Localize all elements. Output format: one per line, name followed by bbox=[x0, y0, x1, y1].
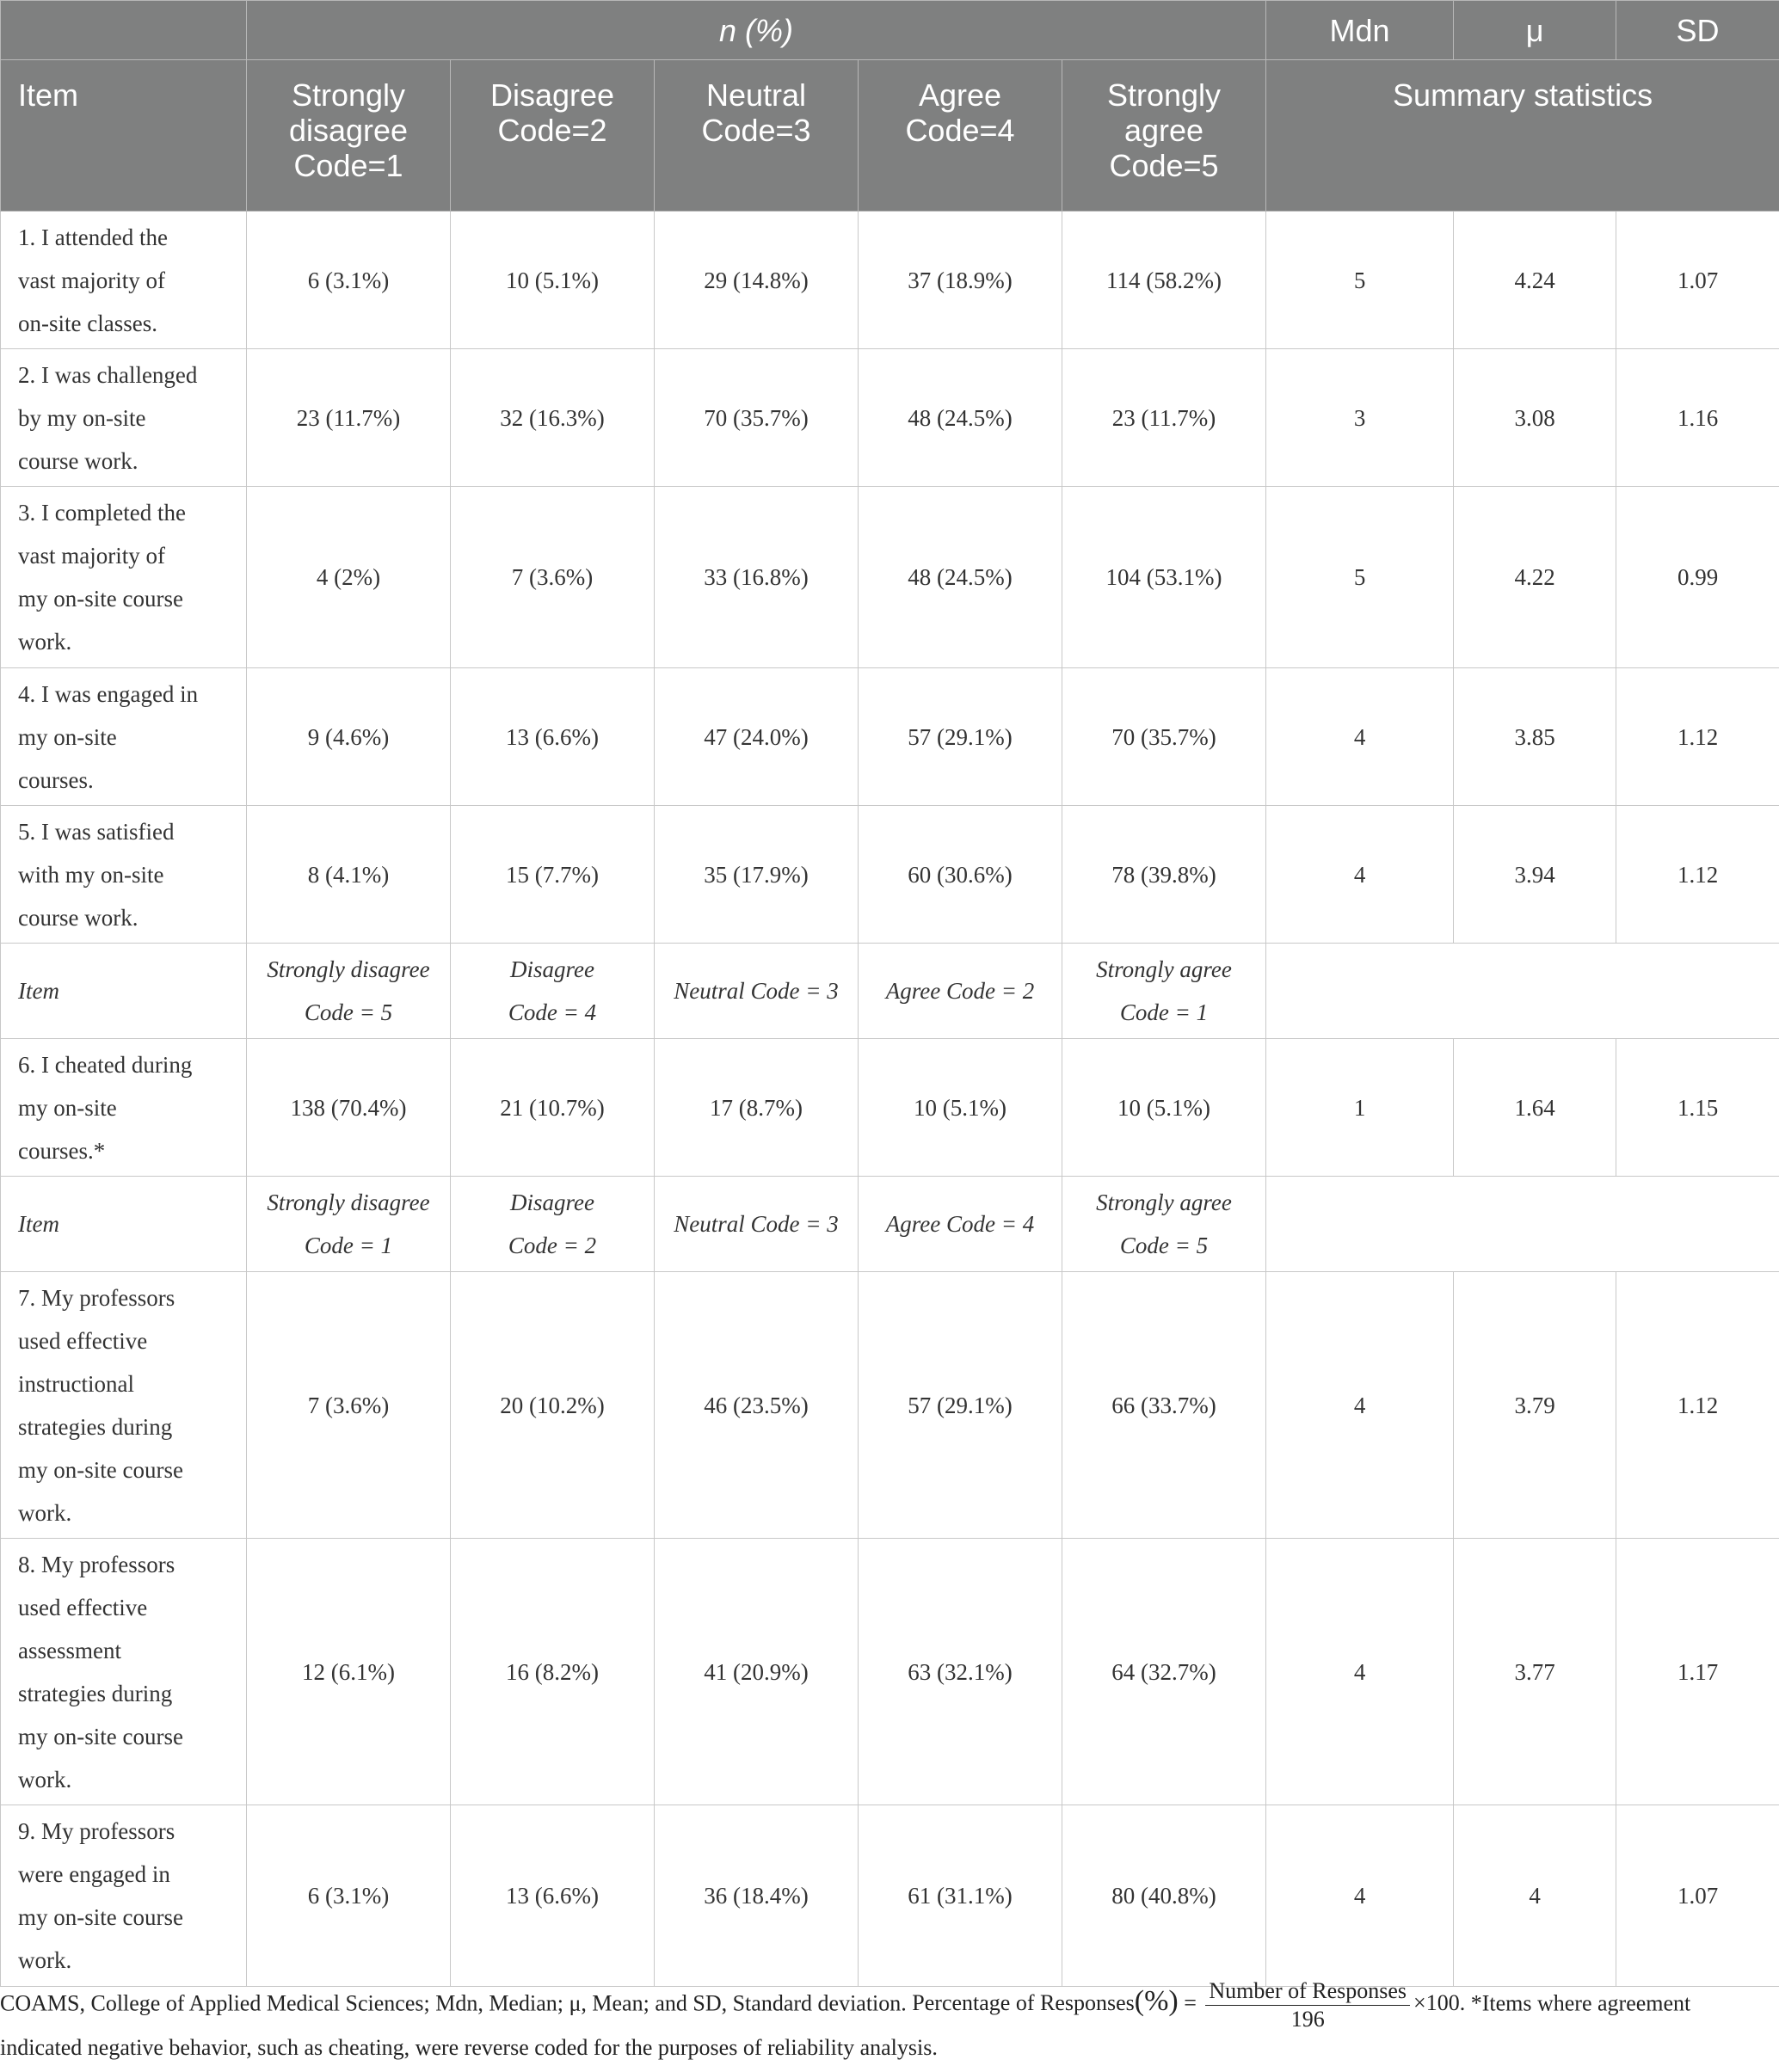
header-col-5-line-2: agree bbox=[1123, 113, 1204, 148]
item-text-line: course work. bbox=[18, 904, 139, 931]
header-mean: μ bbox=[1454, 1, 1616, 60]
response-count-cell: 10 (5.1%) bbox=[1062, 1039, 1266, 1177]
item-cell bbox=[1, 1805, 247, 1987]
item-cell bbox=[1, 212, 247, 349]
formula-multiplier: ×100. bbox=[1413, 1990, 1466, 2016]
response-count-cell: 35 (17.9%) bbox=[655, 806, 859, 944]
header-row-bottom bbox=[1, 60, 1779, 212]
header-col-4-line-1: Agree bbox=[918, 77, 1002, 113]
item-text-line: vast majority of bbox=[18, 543, 165, 569]
subheader-code-cell bbox=[451, 1177, 655, 1272]
subheader-code-line: Neutral Code = 3 bbox=[674, 978, 839, 1004]
header-col-3 bbox=[655, 60, 859, 212]
response-count-cell: 104 (53.1%) bbox=[1062, 487, 1266, 668]
item-text-line: 3. I completed the bbox=[18, 500, 186, 526]
header-sd: SD bbox=[1616, 1, 1779, 60]
mean-cell: 3.94 bbox=[1454, 806, 1616, 944]
response-count-cell: 13 (6.6%) bbox=[451, 668, 655, 806]
sd-cell: 1.07 bbox=[1616, 1805, 1779, 1987]
header-median: Mdn bbox=[1266, 1, 1454, 60]
item-cell bbox=[1, 806, 247, 944]
subheader-code-cell bbox=[655, 1177, 859, 1272]
mean-cell: 3.08 bbox=[1454, 349, 1616, 487]
item-text-line: my on-site course bbox=[18, 586, 183, 612]
response-count-cell: 6 (3.1%) bbox=[247, 212, 451, 349]
subheader-blank-cell bbox=[1266, 1177, 1779, 1272]
item-text-line: 2. I was challenged bbox=[18, 361, 198, 388]
sd-cell: 0.99 bbox=[1616, 487, 1779, 668]
response-count-cell: 21 (10.7%) bbox=[451, 1039, 655, 1177]
item-text-line: work. bbox=[18, 629, 72, 655]
mean-cell: 3.85 bbox=[1454, 668, 1616, 806]
formula-equals: = bbox=[1184, 1990, 1197, 2016]
response-count-cell: 7 (3.6%) bbox=[451, 487, 655, 668]
response-count-cell: 114 (58.2%) bbox=[1062, 212, 1266, 349]
response-count-cell: 36 (18.4%) bbox=[655, 1805, 859, 1987]
item-text-line: my on-site course bbox=[18, 1904, 183, 1930]
response-count-cell: 57 (29.1%) bbox=[859, 1272, 1062, 1539]
item-text-line: by my on-site bbox=[18, 404, 146, 431]
table-row bbox=[1, 349, 1779, 487]
item-text-line: with my on-site bbox=[18, 861, 164, 888]
subheader-code-line: Agree Code = 4 bbox=[885, 1211, 1035, 1237]
item-text-line: instructional bbox=[18, 1370, 134, 1397]
header-col-1-line-2: disagree bbox=[288, 113, 409, 148]
header-col-2 bbox=[451, 60, 655, 212]
response-count-cell: 9 (4.6%) bbox=[247, 668, 451, 806]
subheader-code-line: Code = 1 bbox=[1119, 999, 1209, 1025]
response-count-cell: 17 (8.7%) bbox=[655, 1039, 859, 1177]
subheader-code-cell bbox=[859, 1177, 1062, 1272]
formula-numerator: Number of Responses bbox=[1205, 1977, 1410, 2006]
header-col-2-line-2: Code=2 bbox=[497, 113, 607, 148]
response-count-cell: 8 (4.1%) bbox=[247, 806, 451, 944]
header-col-1-line-1: Strongly bbox=[291, 77, 406, 113]
item-text-line: strategies during bbox=[18, 1680, 173, 1706]
response-count-cell: 66 (33.7%) bbox=[1062, 1272, 1266, 1539]
response-count-cell: 23 (11.7%) bbox=[247, 349, 451, 487]
median-cell: 1 bbox=[1266, 1039, 1454, 1177]
subheader-code-line: Code = 5 bbox=[1119, 1233, 1209, 1258]
subheader-code-cell bbox=[247, 1177, 451, 1272]
footnote-abbreviations: COAMS, College of Applied Medical Sciences; Mdn, Median; μ, Mean; and SD, Standard deviation. bbox=[0, 1990, 907, 2016]
median-cell: 4 bbox=[1266, 668, 1454, 806]
response-count-cell: 63 (32.1%) bbox=[859, 1539, 1062, 1805]
header-col-4 bbox=[859, 60, 1062, 212]
item-text-line: my on-site bbox=[18, 1094, 117, 1121]
response-count-cell: 33 (16.8%) bbox=[655, 487, 859, 668]
footnote-reverse-coding: *Items where agreement indicated negative behavior, such as cheating, were reverse coded for the purposes of reliability analysis. bbox=[0, 1990, 1691, 2060]
formula-unit: (%) bbox=[1134, 1985, 1179, 2018]
response-count-cell: 12 (6.1%) bbox=[247, 1539, 451, 1805]
table-row bbox=[1, 1805, 1779, 1987]
sd-cell: 1.07 bbox=[1616, 212, 1779, 349]
median-cell: 5 bbox=[1266, 487, 1454, 668]
item-text-line: were engaged in bbox=[18, 1861, 170, 1887]
subheader-code-cell bbox=[859, 944, 1062, 1039]
item-cell bbox=[1, 1039, 247, 1177]
response-count-cell: 138 (70.4%) bbox=[247, 1039, 451, 1177]
header-col-5-line-1: Strongly bbox=[1106, 77, 1222, 113]
item-text-line: used effective bbox=[18, 1594, 148, 1620]
sd-cell: 1.12 bbox=[1616, 806, 1779, 944]
item-cell bbox=[1, 1177, 247, 1272]
table-row bbox=[1, 1039, 1779, 1177]
response-count-cell: 13 (6.6%) bbox=[451, 1805, 655, 1987]
sd-cell: 1.16 bbox=[1616, 349, 1779, 487]
item-text-line: courses. bbox=[18, 766, 94, 793]
item-text-line: work. bbox=[18, 1766, 72, 1792]
table-body bbox=[1, 212, 1779, 1987]
response-count-cell: 37 (18.9%) bbox=[859, 212, 1062, 349]
subheader-code-line: Code = 1 bbox=[304, 1233, 393, 1258]
median-cell: 4 bbox=[1266, 806, 1454, 944]
response-count-cell: 48 (24.5%) bbox=[859, 487, 1062, 668]
item-cell bbox=[1, 1539, 247, 1805]
response-count-cell: 78 (39.8%) bbox=[1062, 806, 1266, 944]
subheader-code-line: Strongly agree bbox=[1096, 1190, 1232, 1215]
subheader-code-line: Disagree bbox=[510, 956, 594, 982]
item-cell bbox=[1, 487, 247, 668]
item-text-line: 1. I attended the bbox=[18, 224, 168, 250]
item-text-line: my on-site course bbox=[18, 1723, 183, 1749]
response-count-cell: 70 (35.7%) bbox=[1062, 668, 1266, 806]
item-text-line: used effective bbox=[18, 1327, 148, 1354]
subheader-blank-cell bbox=[1266, 944, 1779, 1039]
item-text-line: Item bbox=[18, 1211, 59, 1237]
subheader-code-line: Strongly disagree bbox=[267, 956, 430, 982]
formula-fraction bbox=[1205, 1977, 1410, 2033]
item-text-line: Item bbox=[18, 978, 59, 1004]
item-text-line: work. bbox=[18, 1499, 72, 1526]
header-col-3-line-1: Neutral bbox=[705, 77, 807, 113]
footnote-formula bbox=[912, 1978, 1470, 2032]
table-row bbox=[1, 668, 1779, 806]
table-row bbox=[1, 1272, 1779, 1539]
item-text-line: 9. My professors bbox=[18, 1818, 175, 1844]
item-text-line: 7. My professors bbox=[18, 1284, 175, 1311]
mean-cell: 3.79 bbox=[1454, 1272, 1616, 1539]
sd-cell: 1.12 bbox=[1616, 1272, 1779, 1539]
subheader-code-line: Neutral Code = 3 bbox=[674, 1211, 839, 1237]
response-count-cell: 41 (20.9%) bbox=[655, 1539, 859, 1805]
header-col-1 bbox=[247, 60, 451, 212]
sd-cell: 1.12 bbox=[1616, 668, 1779, 806]
item-text-line: 6. I cheated during bbox=[18, 1051, 193, 1078]
item-cell bbox=[1, 1272, 247, 1539]
formula-lhs: Percentage of Responses bbox=[912, 1990, 1135, 2016]
header-row-top bbox=[1, 1, 1779, 60]
response-count-cell: 16 (8.2%) bbox=[451, 1539, 655, 1805]
subheader-code-line: Disagree bbox=[510, 1190, 594, 1215]
sd-cell: 1.17 bbox=[1616, 1539, 1779, 1805]
subheader-code-line: Code = 2 bbox=[508, 1233, 597, 1258]
item-cell bbox=[1, 668, 247, 806]
response-count-cell: 6 (3.1%) bbox=[247, 1805, 451, 1987]
subheader-code-line: Code = 4 bbox=[508, 999, 597, 1025]
item-text-line: 4. I was engaged in bbox=[18, 680, 199, 707]
subheader-code-cell bbox=[1062, 1177, 1266, 1272]
header-summary-statistics: Summary statistics bbox=[1266, 60, 1779, 212]
response-count-cell: 80 (40.8%) bbox=[1062, 1805, 1266, 1987]
item-text-line: course work. bbox=[18, 447, 139, 474]
table-row bbox=[1, 212, 1779, 349]
table-row bbox=[1, 806, 1779, 944]
item-text-line: on-site classes. bbox=[18, 310, 157, 336]
mean-cell: 4.22 bbox=[1454, 487, 1616, 668]
response-count-cell: 48 (24.5%) bbox=[859, 349, 1062, 487]
header-col-3-line-2: Code=3 bbox=[701, 113, 811, 148]
median-cell: 4 bbox=[1266, 1539, 1454, 1805]
response-count-cell: 46 (23.5%) bbox=[655, 1272, 859, 1539]
response-count-cell: 4 (2%) bbox=[247, 487, 451, 668]
item-text-line: my on-site course bbox=[18, 1456, 183, 1483]
subheader-code-line: Strongly disagree bbox=[267, 1190, 430, 1215]
response-count-cell: 29 (14.8%) bbox=[655, 212, 859, 349]
median-cell: 3 bbox=[1266, 349, 1454, 487]
item-text-line: 5. I was satisfied bbox=[18, 818, 175, 845]
mean-cell: 3.77 bbox=[1454, 1539, 1616, 1805]
subheader-code-cell bbox=[247, 944, 451, 1039]
sd-cell: 1.15 bbox=[1616, 1039, 1779, 1177]
item-text-line: my on-site bbox=[18, 723, 117, 750]
subheader-row bbox=[1, 944, 1779, 1039]
header-blank bbox=[1, 1, 247, 60]
table-row bbox=[1, 1539, 1779, 1805]
subheader-code-line: Agree Code = 2 bbox=[885, 978, 1035, 1004]
item-cell bbox=[1, 349, 247, 487]
response-count-cell: 61 (31.1%) bbox=[859, 1805, 1062, 1987]
response-count-cell: 32 (16.3%) bbox=[451, 349, 655, 487]
response-count-cell: 20 (10.2%) bbox=[451, 1272, 655, 1539]
table-footnote bbox=[0, 1977, 1770, 2063]
subheader-code-cell bbox=[655, 944, 859, 1039]
header-col-2-line-1: Disagree bbox=[489, 77, 615, 113]
subheader-code-line: Code = 5 bbox=[304, 999, 393, 1025]
response-count-cell: 10 (5.1%) bbox=[859, 1039, 1062, 1177]
response-count-cell: 70 (35.7%) bbox=[655, 349, 859, 487]
header-col-1-line-3: Code=1 bbox=[293, 148, 403, 183]
response-count-cell: 23 (11.7%) bbox=[1062, 349, 1266, 487]
header-col-5 bbox=[1062, 60, 1266, 212]
header-item: Item bbox=[1, 60, 247, 212]
subheader-code-cell bbox=[1062, 944, 1266, 1039]
item-text-line: 8. My professors bbox=[18, 1551, 175, 1577]
subheader-code-cell bbox=[451, 944, 655, 1039]
subheader-row bbox=[1, 1177, 1779, 1272]
item-text-line: vast majority of bbox=[18, 267, 165, 293]
response-count-cell: 10 (5.1%) bbox=[451, 212, 655, 349]
response-count-cell: 7 (3.6%) bbox=[247, 1272, 451, 1539]
mean-cell: 4.24 bbox=[1454, 212, 1616, 349]
header-n-percent: n (%) bbox=[247, 1, 1266, 60]
item-text-line: strategies during bbox=[18, 1413, 173, 1440]
median-cell: 4 bbox=[1266, 1272, 1454, 1539]
header-col-4-line-2: Code=4 bbox=[905, 113, 1015, 148]
formula-denominator: 196 bbox=[1290, 2007, 1325, 2032]
median-cell: 4 bbox=[1266, 1805, 1454, 1987]
subheader-code-line: Strongly agree bbox=[1096, 956, 1232, 982]
item-text-line: courses.* bbox=[18, 1137, 106, 1164]
item-text-line: assessment bbox=[18, 1637, 121, 1663]
response-count-cell: 15 (7.7%) bbox=[451, 806, 655, 944]
response-count-cell: 60 (30.6%) bbox=[859, 806, 1062, 944]
response-count-cell: 64 (32.7%) bbox=[1062, 1539, 1266, 1805]
header-col-5-line-3: Code=5 bbox=[1109, 148, 1219, 183]
mean-cell: 4 bbox=[1454, 1805, 1616, 1987]
response-count-cell: 57 (29.1%) bbox=[859, 668, 1062, 806]
item-cell bbox=[1, 944, 247, 1039]
table-row bbox=[1, 487, 1779, 668]
response-count-cell: 47 (24.0%) bbox=[655, 668, 859, 806]
median-cell: 5 bbox=[1266, 212, 1454, 349]
item-text-line: work. bbox=[18, 1947, 72, 1973]
mean-cell: 1.64 bbox=[1454, 1039, 1616, 1177]
